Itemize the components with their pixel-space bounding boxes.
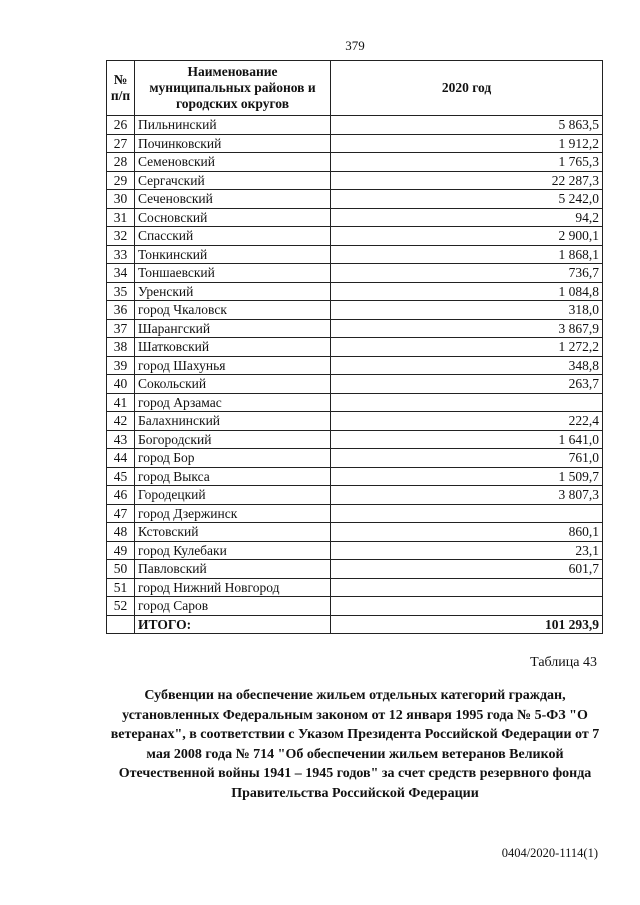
row-name: Шатковский [135,338,331,357]
table-row [107,264,603,283]
table-row [107,245,603,264]
row-name: город Арзамас [135,393,331,412]
row-name: Кстовский [135,523,331,542]
row-number: 44 [107,449,135,468]
table-row [107,375,603,394]
row-value [331,597,603,616]
row-value: 94,2 [331,208,603,227]
row-name: город Дзержинск [135,504,331,523]
row-number: 41 [107,393,135,412]
row-value: 3 867,9 [331,319,603,338]
row-name: Починковский [135,134,331,153]
table-row [107,356,603,375]
row-value: 348,8 [331,356,603,375]
row-number: 51 [107,578,135,597]
row-value: 2 900,1 [331,227,603,246]
row-name: Пильнинский [135,116,331,135]
table-title: Субвенции на обеспечение жильем отдельных категорий граждан, установленных Федеральным законом от 12 января 1995 года № 5-ФЗ "О ветеранах", в соответствии с Указом Президента Российской Федерации от 7 мая 2008 года № 714 "Об обеспечении жильем ветеранов Великой Отечественной войны 1941 – 1945 годов" за счет средств резервного фонда Правительства Российской Федерации [110,688,600,801]
row-name: город Бор [135,449,331,468]
row-number: 33 [107,245,135,264]
table-row [107,282,603,301]
total-row [107,615,603,634]
table-row [107,523,603,542]
row-value: 736,7 [331,264,603,283]
table-header-row [107,61,603,116]
total-label: ИТОГО: [135,615,331,634]
table-row [107,116,603,135]
row-value: 318,0 [331,301,603,320]
table-row [107,578,603,597]
row-number: 30 [107,190,135,209]
row-number: 43 [107,430,135,449]
row-value [331,578,603,597]
table-row [107,486,603,505]
row-value: 1 765,3 [331,153,603,172]
row-value [331,393,603,412]
table-row [107,541,603,560]
row-name: Уренский [135,282,331,301]
row-number: 35 [107,282,135,301]
row-number: 37 [107,319,135,338]
row-name: Павловский [135,560,331,579]
row-number: 45 [107,467,135,486]
row-name: Городецкий [135,486,331,505]
row-value [331,504,603,523]
row-value: 1 868,1 [331,245,603,264]
row-name: Шарангский [135,319,331,338]
table-row [107,560,603,579]
row-value: 5 242,0 [331,190,603,209]
table-row [107,393,603,412]
row-number: 31 [107,208,135,227]
row-name: Сеченовский [135,190,331,209]
table-row [107,504,603,523]
table-row [107,171,603,190]
table-row [107,208,603,227]
row-name: город Шахунья [135,356,331,375]
table-row [107,227,603,246]
row-name: Сергачский [135,171,331,190]
header-name: Наименование муниципальных районов и городских округов [135,61,331,116]
table-row [107,430,603,449]
table-row [107,319,603,338]
row-value: 601,7 [331,560,603,579]
table-row [107,190,603,209]
row-number: 39 [107,356,135,375]
row-number: 52 [107,597,135,616]
row-number: 46 [107,486,135,505]
row-value: 3 807,3 [331,486,603,505]
row-number: 42 [107,412,135,431]
row-value: 23,1 [331,541,603,560]
row-number: 36 [107,301,135,320]
row-name: Тонкинский [135,245,331,264]
row-name: Спасский [135,227,331,246]
budget-table [106,60,603,634]
row-value: 860,1 [331,523,603,542]
table-row [107,467,603,486]
row-number: 50 [107,560,135,579]
row-name: Сокольский [135,375,331,394]
table-row [107,338,603,357]
row-name: город Кулебаки [135,541,331,560]
row-value: 761,0 [331,449,603,468]
row-number: 28 [107,153,135,172]
total-value: 101 293,9 [331,615,603,634]
table-row [107,153,603,172]
row-number: 26 [107,116,135,135]
row-value: 1 509,7 [331,467,603,486]
row-name: город Выкса [135,467,331,486]
row-name: город Нижний Новгород [135,578,331,597]
row-value: 1 641,0 [331,430,603,449]
row-number: 34 [107,264,135,283]
row-number: 48 [107,523,135,542]
total-num-cell [107,615,135,634]
row-number: 47 [107,504,135,523]
header-value: 2020 год [331,61,603,116]
row-value: 22 287,3 [331,171,603,190]
row-value: 1 272,2 [331,338,603,357]
page-number: 379 [345,38,365,53]
table-body [107,116,603,616]
row-value: 1 084,8 [331,282,603,301]
table-row [107,301,603,320]
row-number: 40 [107,375,135,394]
header-num: № п/п [107,61,135,116]
row-number: 32 [107,227,135,246]
table-row [107,412,603,431]
row-number: 38 [107,338,135,357]
row-name: Богородский [135,430,331,449]
table-row [107,597,603,616]
row-name: город Саров [135,597,331,616]
row-number: 29 [107,171,135,190]
row-name: Тоншаевский [135,264,331,283]
row-value: 263,7 [331,375,603,394]
table-caption: Таблица 43 [530,655,597,670]
table-row [107,134,603,153]
row-value: 5 863,5 [331,116,603,135]
row-value: 222,4 [331,412,603,431]
table-row [107,449,603,468]
row-value: 1 912,2 [331,134,603,153]
row-name: Балахнинский [135,412,331,431]
row-name: Сосновский [135,208,331,227]
document-code: 0404/2020-1114(1) [501,846,598,860]
row-name: город Чкаловск [135,301,331,320]
row-number: 49 [107,541,135,560]
row-number: 27 [107,134,135,153]
row-name: Семеновский [135,153,331,172]
